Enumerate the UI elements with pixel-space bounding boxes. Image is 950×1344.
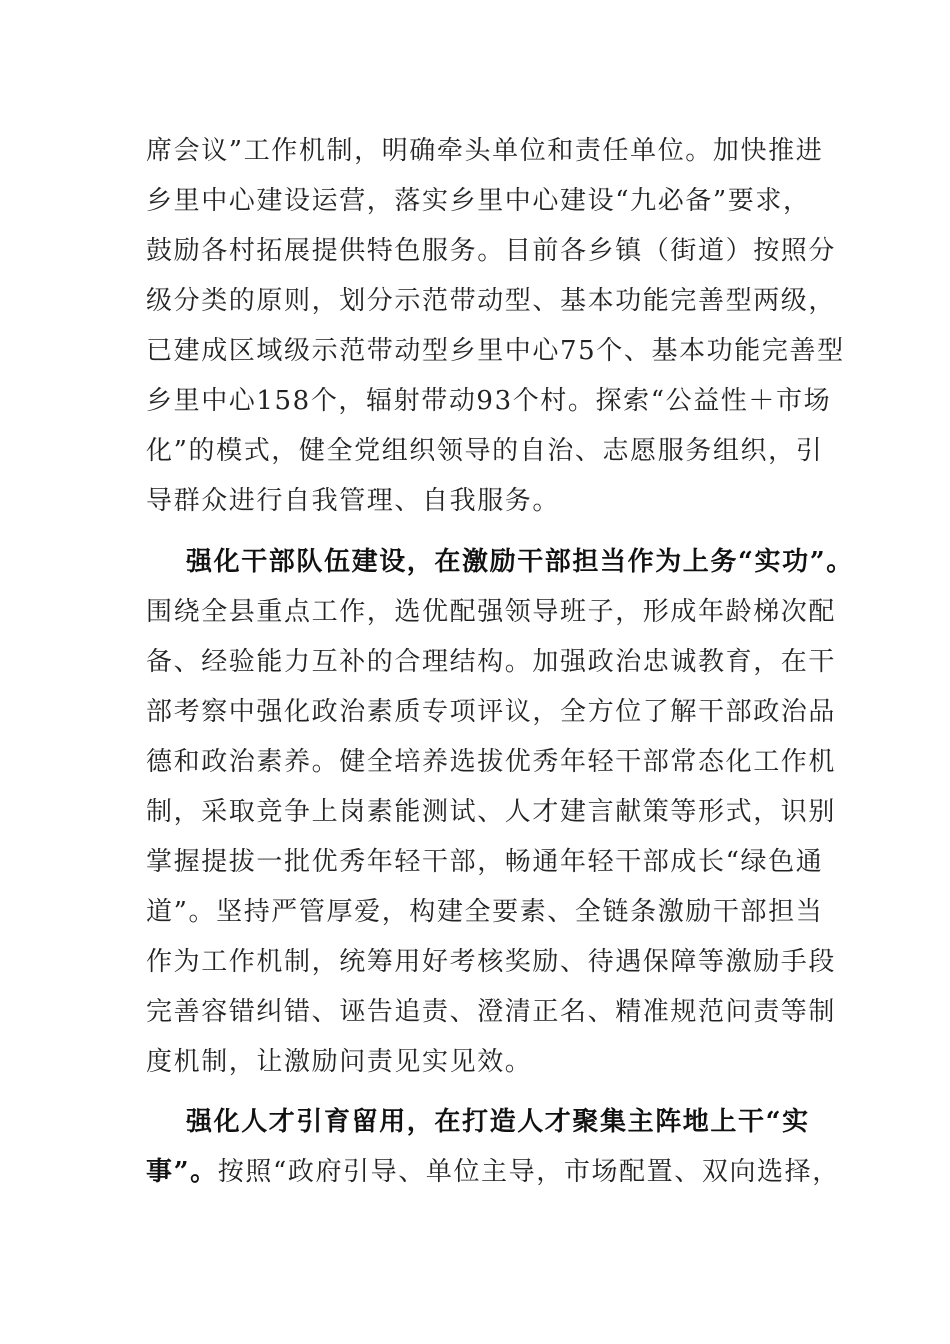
paragraph-1-line-6: 乡里中心158个，辐射带动93个村。探索“公益性＋市场 xyxy=(146,386,832,416)
paragraph-3-line-2 xyxy=(146,1157,840,1187)
paragraph-1-line-5: 已建成区域级示范带动型乡里中心75个、基本功能完善型 xyxy=(146,336,845,366)
paragraph-2-line-7: 道”。坚持严管厚爱，构建全要素、全链条激励干部担当 xyxy=(146,897,824,927)
paragraph-1-line-3: 鼓励各村拓展提供特色服务。目前各乡镇（街道）按照分 xyxy=(146,236,837,266)
paragraph-1-line-4: 级分类的原则，划分示范带动型、基本功能完善型两级， xyxy=(146,286,837,316)
paragraph-1-line-7: 化”的模式，健全党组织领导的自治、志愿服务组织，引 xyxy=(146,436,824,466)
paragraph-2-line-4: 德和政治素养。健全培养选拔优秀年轻干部常态化工作机 xyxy=(146,747,837,777)
paragraph-2-line-1: 围绕全县重点工作，选优配强领导班子，形成年龄梯次配 xyxy=(146,597,837,627)
paragraph-2-line-5: 制，采取竞争上岗素能测试、人才建言献策等形式，识别 xyxy=(146,797,837,827)
paragraph-1-line-8: 导群众进行自我管理、自我服务。 xyxy=(146,486,561,516)
paragraph-2-line-2: 备、经验能力互补的合理结构。加强政治忠诚教育，在干 xyxy=(146,647,837,677)
paragraph-3-body-start: 按照“政府引导、单位主导，市场配置、双向选择， xyxy=(217,1157,840,1187)
paragraph-2-line-3: 部考察中强化政治素质专项评议，全方位了解干部政治品 xyxy=(146,697,837,727)
paragraph-1-line-1: 席会议”工作机制，明确牵头单位和责任单位。加快推进 xyxy=(146,136,824,166)
paragraph-2-line-6: 掌握提拔一批优秀年轻干部，畅通年轻干部成长“绿色通 xyxy=(146,847,824,877)
paragraph-3-heading-line-1: 强化人才引育留用，在打造人才聚集主阵地上干“实 xyxy=(186,1107,810,1137)
paragraph-2-line-10: 度机制，让激励问责见实见效。 xyxy=(146,1047,533,1077)
paragraph-2-line-9: 完善容错纠错、诬告追责、澄清正名、精准规范问责等制 xyxy=(146,997,837,1027)
paragraph-2-heading: 强化干部队伍建设，在激励干部担当作为上务“实功”。 xyxy=(186,547,854,577)
paragraph-1-line-2: 乡里中心建设运营，落实乡里中心建设“九必备”要求， xyxy=(146,186,811,216)
paragraph-3-heading-end: 事”。 xyxy=(146,1157,218,1187)
paragraph-2-line-8: 作为工作机制，统筹用好考核奖励、待遇保障等激励手段 xyxy=(146,947,837,977)
